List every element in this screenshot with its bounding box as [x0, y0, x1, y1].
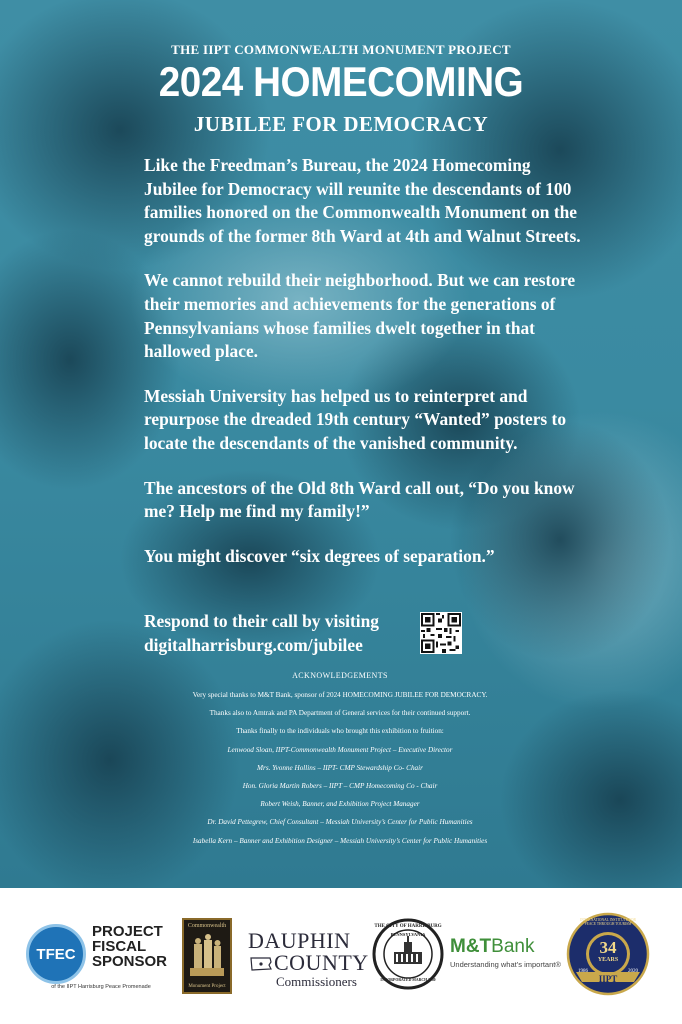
iipt-year-end: 2020	[628, 969, 638, 974]
qr-code-icon[interactable]	[420, 612, 462, 654]
respond-line: Respond to their call by visiting	[144, 611, 379, 631]
tfec-line: FISCAL	[92, 938, 147, 955]
poster-title: 2024 HOMECOMING	[158, 58, 524, 105]
paragraph-messiah: Messiah University has helped us to reinterpret and repurpose the dreaded 19th century “Wanted” posters to locate the descendants of the vanished community.	[144, 385, 567, 453]
monument-statue-icon	[188, 934, 226, 978]
pennsylvania-map-icon	[250, 956, 272, 972]
tfec-subtitle: of the IIPT Harrisburg Peace Promenade	[51, 984, 151, 990]
tfec-badge-text: TFEC	[36, 946, 76, 963]
paragraph-freedmans-bureau: Like the Freedman’s Bureau, the 2024 Homecoming Jubilee for Democracy will reunite the descendants of 100 families honored on the Commonwealth Monument on the grounds of the former 8th Ward at 4th and Walnut Streets.	[144, 155, 581, 246]
mt-bank-logo	[450, 936, 562, 976]
iipt-years-word: YEARS	[597, 957, 619, 963]
iipt-year-start: 1986	[578, 969, 588, 974]
tfec-logo	[26, 920, 176, 990]
iipt-name: IIPT	[598, 974, 618, 984]
credit-line: Robert Weish, Banner, and Exhibition Project Manager	[260, 800, 420, 809]
jubilee-url-link[interactable]: digitalharrisburg.com/jubilee	[144, 634, 363, 655]
acknowledgements	[120, 672, 560, 856]
seal-top-text: THE CITY OF HARRISBURG	[374, 924, 442, 929]
respond-block	[144, 610, 414, 657]
credit-line: Mrs. Yvonne Hollins – IIPT- CMP Stewardship Co- Chair	[257, 763, 423, 772]
dauphin-line: DAUPHIN	[248, 928, 351, 953]
commonwealth-bottom-text: Monument Project	[188, 984, 226, 989]
dauphin-line: COUNTY	[274, 950, 369, 975]
credit-line: Hon. Gloria Martin Robers – IIPT – CMP Homecoming Co - Chair	[242, 782, 438, 791]
ack-line: Very special thanks to M&T Bank, sponsor of 2024 HOMECOMING JUBILEE FOR DEMOCRACY.	[192, 691, 488, 699]
tfec-line: SPONSOR	[92, 953, 168, 970]
tfec-line: PROJECT	[92, 923, 163, 940]
ack-line: Thanks also to Amtrak and PA Department of General services for their continued support.	[209, 709, 471, 718]
credit-line: Isabella Kern – Banner and Exhibition Designer – Messiah University’s Center for Public Humanities	[192, 836, 488, 845]
mt-tagline: Understanding what’s important®	[450, 960, 561, 969]
dauphin-county-logo	[244, 928, 372, 990]
dauphin-line: Commissioners	[276, 974, 357, 989]
sponsor-logo-strip	[0, 888, 682, 1024]
iipt-arc-text: INTERNATIONAL INSTITUTE FOR PEACE THROUGH TOURISM	[580, 918, 636, 926]
credit-line: Lenwood Sloan, IIPT-Commonwealth Monument Project – Executive Director	[227, 745, 453, 754]
harrisburg-city-seal	[372, 918, 444, 990]
mt-brand-text: M&T	[450, 936, 492, 957]
tfec-text	[92, 924, 167, 969]
mt-bank-wordmark	[450, 936, 534, 958]
seal-middle-text: PENNSYLVANIA	[390, 932, 426, 937]
acknowledgements-heading: ACKNOWLEDGEMENTS	[292, 671, 388, 680]
commonwealth-top-text: Commonwealth	[187, 923, 227, 929]
paragraph-rebuild: We cannot rebuild their neighborhood. But we can restore their memories and achievements for the generations of Pennsylvanians whose families dwelt together in that hallowed place.	[144, 270, 576, 362]
credit-line: Dr. David Pettegrew, Chief Consultant – Messiah University’s Center for Public Humanities	[207, 818, 473, 827]
mt-bank-text: Bank	[491, 936, 535, 957]
tfec-badge	[26, 924, 86, 984]
paragraph-ancestors: The ancestors of the Old 8th Ward call out, “Do you know me? Help me find my family!”	[144, 477, 575, 522]
iipt-years-number: 34	[599, 938, 617, 957]
iipt-34-years-logo	[566, 912, 650, 996]
body-text	[144, 154, 584, 589]
commonwealth-monument-logo	[182, 918, 232, 994]
seal-bottom-text: INCORPORATED MARCH 1860	[380, 978, 436, 982]
project-kicker: THE IIPT COMMONWEALTH MONUMENT PROJECT	[171, 42, 511, 57]
ack-line: Thanks finally to the individuals who brought this exhibition to fruition:	[236, 727, 444, 736]
poster-subtitle: JUBILEE FOR DEMOCRACY	[193, 112, 489, 136]
paragraph-six-degrees: You might discover “six degrees of separation.”	[144, 545, 495, 566]
